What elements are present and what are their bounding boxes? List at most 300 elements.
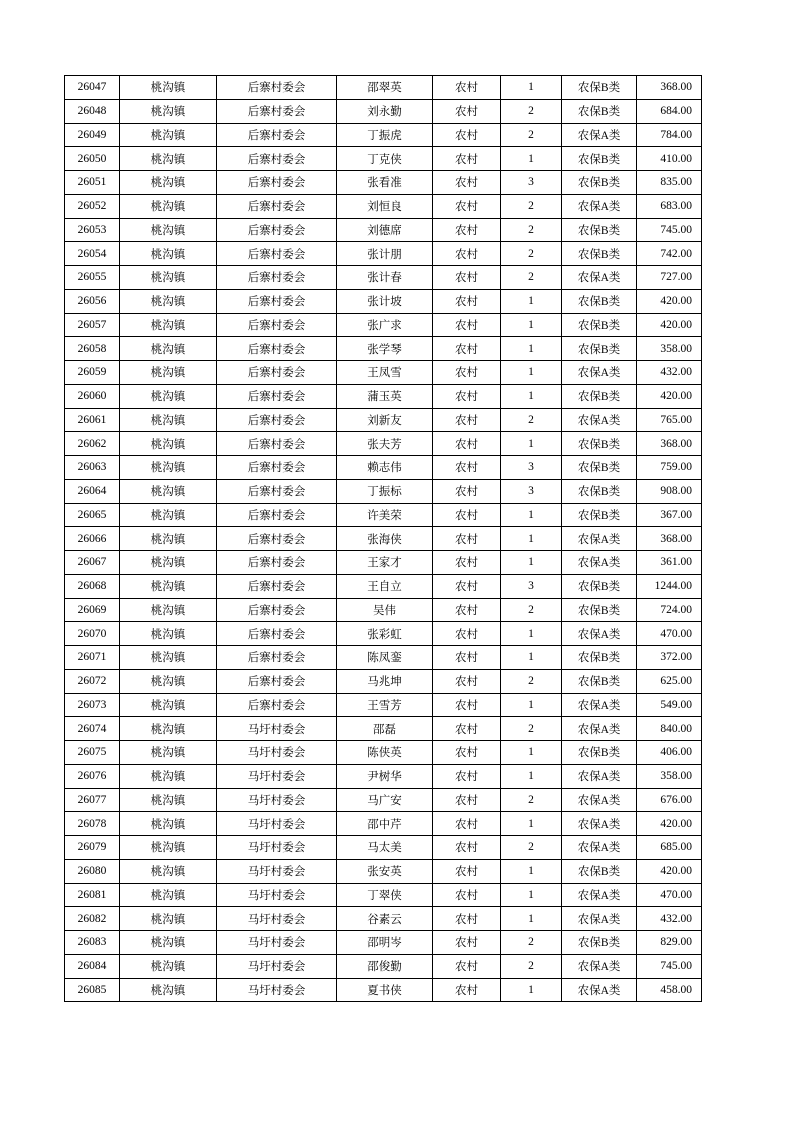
cell-id: 26052 [65,194,120,218]
cell-count: 1 [501,764,562,788]
cell-category: 农保B类 [562,456,637,480]
table-row [65,954,702,978]
cell-residence: 农村 [433,788,501,812]
cell-id: 26048 [65,99,120,123]
cell-count: 3 [501,479,562,503]
cell-name: 夏书侠 [337,978,433,1002]
cell-category: 农保A类 [562,788,637,812]
cell-count: 1 [501,883,562,907]
cell-category: 农保B类 [562,479,637,503]
cell-id: 26056 [65,289,120,313]
cell-id: 26061 [65,408,120,432]
cell-amount: 367.00 [637,503,702,527]
cell-amount: 685.00 [637,836,702,860]
cell-category: 农保A类 [562,764,637,788]
table-row [65,337,702,361]
cell-amount: 759.00 [637,456,702,480]
cell-amount: 361.00 [637,551,702,575]
cell-category: 农保A类 [562,551,637,575]
cell-town: 桃沟镇 [120,456,217,480]
cell-name: 王雪芳 [337,693,433,717]
cell-residence: 农村 [433,741,501,765]
cell-town: 桃沟镇 [120,408,217,432]
cell-count: 1 [501,337,562,361]
table-row [65,646,702,670]
cell-category: 农保A类 [562,408,637,432]
table-row [65,836,702,860]
cell-residence: 农村 [433,479,501,503]
cell-village: 后寨村委会 [217,194,337,218]
cell-id: 26085 [65,978,120,1002]
cell-name: 张彩虹 [337,622,433,646]
cell-id: 26059 [65,361,120,385]
cell-id: 26081 [65,883,120,907]
cell-town: 桃沟镇 [120,836,217,860]
cell-town: 桃沟镇 [120,859,217,883]
cell-village: 后寨村委会 [217,337,337,361]
cell-village: 马圩村委会 [217,883,337,907]
cell-name: 吴伟 [337,598,433,622]
cell-count: 1 [501,289,562,313]
cell-town: 桃沟镇 [120,812,217,836]
table-row [65,717,702,741]
cell-residence: 农村 [433,527,501,551]
cell-name: 邵中芹 [337,812,433,836]
table-row [65,622,702,646]
cell-residence: 农村 [433,646,501,670]
cell-residence: 农村 [433,978,501,1002]
cell-name: 张学琴 [337,337,433,361]
cell-residence: 农村 [433,717,501,741]
cell-category: 农保A类 [562,194,637,218]
cell-town: 桃沟镇 [120,479,217,503]
cell-category: 农保B类 [562,574,637,598]
cell-town: 桃沟镇 [120,194,217,218]
cell-name: 马太美 [337,836,433,860]
cell-amount: 840.00 [637,717,702,741]
cell-id: 26057 [65,313,120,337]
cell-town: 桃沟镇 [120,622,217,646]
cell-id: 26065 [65,503,120,527]
cell-name: 张安英 [337,859,433,883]
cell-town: 桃沟镇 [120,384,217,408]
cell-name: 马兆坤 [337,669,433,693]
cell-count: 2 [501,242,562,266]
cell-count: 2 [501,123,562,147]
cell-id: 26064 [65,479,120,503]
cell-category: 农保B类 [562,859,637,883]
cell-count: 1 [501,622,562,646]
table-row [65,99,702,123]
cell-village: 后寨村委会 [217,574,337,598]
table-row [65,242,702,266]
cell-count: 2 [501,99,562,123]
cell-residence: 农村 [433,693,501,717]
cell-amount: 420.00 [637,812,702,836]
table-row [65,147,702,171]
cell-id: 26050 [65,147,120,171]
cell-amount: 406.00 [637,741,702,765]
cell-village: 马圩村委会 [217,859,337,883]
cell-amount: 724.00 [637,598,702,622]
cell-town: 桃沟镇 [120,551,217,575]
cell-name: 邵翠英 [337,76,433,100]
cell-id: 26079 [65,836,120,860]
cell-village: 马圩村委会 [217,717,337,741]
cell-name: 陈侠英 [337,741,433,765]
cell-name: 陈凤銮 [337,646,433,670]
cell-name: 张计坡 [337,289,433,313]
cell-amount: 458.00 [637,978,702,1002]
cell-category: 农保A类 [562,123,637,147]
cell-amount: 420.00 [637,289,702,313]
cell-id: 26083 [65,931,120,955]
table-row [65,479,702,503]
cell-category: 农保B类 [562,598,637,622]
cell-name: 邵磊 [337,717,433,741]
cell-village: 马圩村委会 [217,764,337,788]
cell-town: 桃沟镇 [120,527,217,551]
cell-amount: 470.00 [637,883,702,907]
cell-town: 桃沟镇 [120,76,217,100]
cell-count: 2 [501,788,562,812]
cell-residence: 农村 [433,99,501,123]
cell-name: 王自立 [337,574,433,598]
cell-village: 后寨村委会 [217,147,337,171]
cell-name: 刘德席 [337,218,433,242]
cell-residence: 农村 [433,408,501,432]
cell-name: 刘恒良 [337,194,433,218]
cell-residence: 农村 [433,598,501,622]
cell-id: 26076 [65,764,120,788]
cell-id: 26068 [65,574,120,598]
table-row [65,289,702,313]
cell-residence: 农村 [433,218,501,242]
cell-category: 农保B类 [562,76,637,100]
cell-town: 桃沟镇 [120,574,217,598]
cell-village: 马圩村委会 [217,741,337,765]
cell-residence: 农村 [433,123,501,147]
table-row [65,503,702,527]
cell-village: 后寨村委会 [217,598,337,622]
cell-residence: 农村 [433,147,501,171]
cell-amount: 432.00 [637,361,702,385]
cell-id: 26078 [65,812,120,836]
table-row [65,408,702,432]
cell-category: 农保B类 [562,171,637,195]
cell-name: 张夫芳 [337,432,433,456]
cell-village: 马圩村委会 [217,812,337,836]
cell-village: 后寨村委会 [217,361,337,385]
cell-id: 26084 [65,954,120,978]
cell-name: 王凤雪 [337,361,433,385]
cell-amount: 420.00 [637,313,702,337]
cell-amount: 908.00 [637,479,702,503]
table-row [65,931,702,955]
table-row [65,883,702,907]
cell-category: 农保A类 [562,954,637,978]
table-row [65,669,702,693]
cell-amount: 676.00 [637,788,702,812]
cell-residence: 农村 [433,954,501,978]
cell-amount: 683.00 [637,194,702,218]
cell-id: 26082 [65,907,120,931]
cell-town: 桃沟镇 [120,242,217,266]
cell-name: 张计朋 [337,242,433,266]
cell-village: 后寨村委会 [217,99,337,123]
cell-name: 丁翠侠 [337,883,433,907]
cell-count: 1 [501,527,562,551]
cell-name: 刘新友 [337,408,433,432]
cell-count: 2 [501,408,562,432]
table-row [65,693,702,717]
cell-amount: 835.00 [637,171,702,195]
cell-category: 农保B类 [562,432,637,456]
cell-village: 后寨村委会 [217,503,337,527]
cell-town: 桃沟镇 [120,907,217,931]
cell-count: 1 [501,907,562,931]
cell-town: 桃沟镇 [120,266,217,290]
cell-village: 后寨村委会 [217,76,337,100]
cell-count: 2 [501,669,562,693]
cell-residence: 农村 [433,384,501,408]
cell-category: 农保B类 [562,384,637,408]
table-row [65,432,702,456]
cell-village: 后寨村委会 [217,218,337,242]
cell-village: 马圩村委会 [217,907,337,931]
cell-residence: 农村 [433,432,501,456]
cell-residence: 农村 [433,836,501,860]
cell-category: 农保A类 [562,812,637,836]
table-row [65,171,702,195]
cell-id: 26062 [65,432,120,456]
table-row [65,76,702,100]
cell-residence: 农村 [433,503,501,527]
cell-village: 后寨村委会 [217,669,337,693]
cell-amount: 372.00 [637,646,702,670]
cell-count: 1 [501,978,562,1002]
cell-category: 农保A类 [562,361,637,385]
cell-village: 后寨村委会 [217,527,337,551]
cell-count: 1 [501,76,562,100]
table-row [65,361,702,385]
cell-residence: 农村 [433,574,501,598]
cell-amount: 432.00 [637,907,702,931]
table-row [65,123,702,147]
cell-name: 王家才 [337,551,433,575]
cell-village: 后寨村委会 [217,242,337,266]
cell-town: 桃沟镇 [120,361,217,385]
cell-id: 26072 [65,669,120,693]
cell-category: 农保A类 [562,978,637,1002]
cell-town: 桃沟镇 [120,646,217,670]
cell-count: 2 [501,598,562,622]
cell-id: 26070 [65,622,120,646]
cell-category: 农保A类 [562,527,637,551]
cell-residence: 农村 [433,171,501,195]
cell-town: 桃沟镇 [120,931,217,955]
table-row [65,266,702,290]
cell-town: 桃沟镇 [120,954,217,978]
cell-residence: 农村 [433,764,501,788]
cell-id: 26069 [65,598,120,622]
cell-town: 桃沟镇 [120,289,217,313]
table-row [65,764,702,788]
cell-name: 丁振标 [337,479,433,503]
table-row [65,859,702,883]
cell-category: 农保A类 [562,907,637,931]
cell-town: 桃沟镇 [120,741,217,765]
cell-id: 26049 [65,123,120,147]
cell-residence: 农村 [433,289,501,313]
cell-id: 26066 [65,527,120,551]
cell-residence: 农村 [433,883,501,907]
cell-category: 农保A类 [562,266,637,290]
cell-id: 26054 [65,242,120,266]
cell-village: 后寨村委会 [217,123,337,147]
cell-village: 后寨村委会 [217,171,337,195]
cell-residence: 农村 [433,907,501,931]
cell-amount: 420.00 [637,859,702,883]
cell-residence: 农村 [433,669,501,693]
cell-category: 农保A类 [562,622,637,646]
cell-town: 桃沟镇 [120,503,217,527]
cell-amount: 368.00 [637,76,702,100]
cell-village: 马圩村委会 [217,978,337,1002]
cell-residence: 农村 [433,337,501,361]
cell-village: 后寨村委会 [217,693,337,717]
cell-amount: 1244.00 [637,574,702,598]
cell-name: 邵明岑 [337,931,433,955]
cell-count: 2 [501,717,562,741]
cell-residence: 农村 [433,76,501,100]
cell-count: 1 [501,812,562,836]
cell-amount: 829.00 [637,931,702,955]
cell-count: 1 [501,741,562,765]
cell-town: 桃沟镇 [120,218,217,242]
cell-amount: 410.00 [637,147,702,171]
cell-village: 后寨村委会 [217,479,337,503]
cell-amount: 727.00 [637,266,702,290]
cell-name: 张海侠 [337,527,433,551]
cell-town: 桃沟镇 [120,717,217,741]
cell-village: 后寨村委会 [217,289,337,313]
cell-village: 马圩村委会 [217,954,337,978]
cell-amount: 549.00 [637,693,702,717]
cell-residence: 农村 [433,931,501,955]
cell-village: 后寨村委会 [217,551,337,575]
cell-village: 后寨村委会 [217,622,337,646]
cell-count: 1 [501,693,562,717]
table-row [65,741,702,765]
cell-count: 2 [501,954,562,978]
table-row [65,978,702,1002]
table-row [65,218,702,242]
cell-count: 1 [501,147,562,171]
cell-residence: 农村 [433,859,501,883]
cell-name: 张广求 [337,313,433,337]
table-row [65,456,702,480]
cell-count: 2 [501,836,562,860]
cell-amount: 358.00 [637,764,702,788]
cell-name: 尹树华 [337,764,433,788]
cell-village: 马圩村委会 [217,836,337,860]
cell-count: 2 [501,931,562,955]
cell-amount: 742.00 [637,242,702,266]
table-row [65,384,702,408]
cell-count: 1 [501,646,562,670]
cell-town: 桃沟镇 [120,764,217,788]
table-body [65,76,702,1002]
cell-category: 农保B类 [562,242,637,266]
cell-category: 农保B类 [562,99,637,123]
cell-id: 26063 [65,456,120,480]
cell-id: 26060 [65,384,120,408]
cell-town: 桃沟镇 [120,147,217,171]
cell-town: 桃沟镇 [120,337,217,361]
cell-count: 3 [501,456,562,480]
cell-village: 马圩村委会 [217,931,337,955]
cell-count: 1 [501,361,562,385]
cell-count: 1 [501,551,562,575]
cell-name: 许美荣 [337,503,433,527]
cell-id: 26053 [65,218,120,242]
cell-count: 2 [501,266,562,290]
cell-name: 邵俊勤 [337,954,433,978]
table-row [65,527,702,551]
cell-id: 26071 [65,646,120,670]
cell-count: 2 [501,218,562,242]
cell-id: 26073 [65,693,120,717]
cell-residence: 农村 [433,242,501,266]
cell-count: 2 [501,194,562,218]
cell-id: 26074 [65,717,120,741]
cell-category: 农保B类 [562,337,637,361]
payment-roster-table [64,75,702,1002]
cell-id: 26080 [65,859,120,883]
cell-count: 1 [501,432,562,456]
table-row [65,551,702,575]
cell-name: 赖志伟 [337,456,433,480]
cell-residence: 农村 [433,551,501,575]
table-row [65,788,702,812]
cell-category: 农保B类 [562,646,637,670]
cell-village: 后寨村委会 [217,456,337,480]
cell-amount: 625.00 [637,669,702,693]
cell-category: 农保B类 [562,741,637,765]
cell-amount: 368.00 [637,432,702,456]
cell-village: 后寨村委会 [217,408,337,432]
cell-category: 农保A类 [562,717,637,741]
cell-town: 桃沟镇 [120,598,217,622]
cell-id: 26058 [65,337,120,361]
cell-count: 1 [501,384,562,408]
cell-name: 谷素云 [337,907,433,931]
cell-residence: 农村 [433,313,501,337]
cell-residence: 农村 [433,194,501,218]
cell-amount: 470.00 [637,622,702,646]
table-row [65,313,702,337]
cell-category: 农保B类 [562,669,637,693]
table-row [65,598,702,622]
cell-id: 26047 [65,76,120,100]
cell-id: 26055 [65,266,120,290]
cell-residence: 农村 [433,266,501,290]
cell-village: 后寨村委会 [217,646,337,670]
cell-residence: 农村 [433,812,501,836]
table-row [65,194,702,218]
cell-count: 1 [501,313,562,337]
